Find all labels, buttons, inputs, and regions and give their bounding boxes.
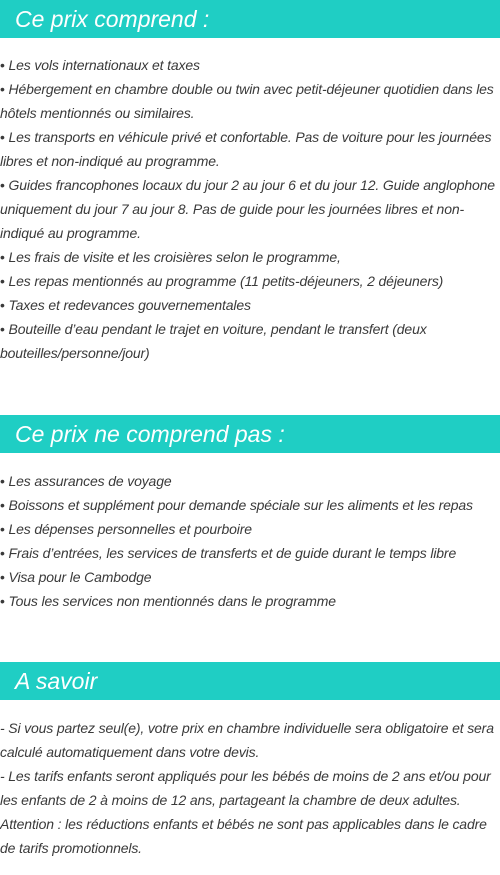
list-item-text: Bouteille d’eau pendant le trajet en voiture, pendant le transfert (deux bouteilles/personne/jour) <box>0 321 427 361</box>
list-item <box>0 317 500 365</box>
bullet-icon: • <box>0 321 5 337</box>
bullet-icon: • <box>0 249 5 265</box>
list-item-text: Les dépenses personnelles et pourboire <box>8 521 252 537</box>
list-item-text: Boissons et supplément pour demande spéciale sur les aliments et les repas <box>8 497 473 513</box>
price-excludes-section <box>0 415 500 613</box>
bullet-icon: • <box>0 473 5 489</box>
list-item <box>0 541 500 565</box>
price-excludes-list <box>0 469 500 613</box>
list-item <box>0 293 500 317</box>
bullet-icon: • <box>0 177 5 193</box>
note-item: - Si vous partez seul(e), votre prix en chambre individuelle sera obligatoire et sera calculé automatiquement dans votre devis. <box>0 720 494 760</box>
bullet-icon: • <box>0 297 5 313</box>
good-to-know-heading: A savoir <box>0 662 500 700</box>
bullet-icon: • <box>0 569 5 585</box>
bullet-icon: • <box>0 129 5 145</box>
list-item <box>0 517 500 541</box>
list-item-text: Guides francophones locaux du jour 2 au jour 6 et du jour 12. Guide anglophone uniquement du jour 7 au jour 8. Pas de guide pour les journées libres et non-indiqué au programme. <box>0 177 495 241</box>
list-item <box>0 173 500 245</box>
price-includes-list <box>0 53 500 365</box>
price-includes-heading: Ce prix comprend : <box>0 0 500 38</box>
bullet-icon: • <box>0 545 5 561</box>
bullet-icon: • <box>0 521 5 537</box>
list-item <box>0 469 500 493</box>
note-item: Attention : les réductions enfants et bébés ne sont pas applicables dans le cadre de tarifs promotionnels. <box>0 816 487 856</box>
list-item <box>0 493 500 517</box>
bullet-icon: • <box>0 57 5 73</box>
list-item <box>0 53 500 77</box>
list-item <box>0 269 500 293</box>
list-item-text: Les transports en véhicule privé et confortable. Pas de voiture pour les journées libres et non-indiqué au programme. <box>0 129 492 169</box>
bullet-icon: • <box>0 497 5 513</box>
price-includes-section <box>0 0 500 365</box>
list-item-text: Taxes et redevances gouvernementales <box>8 297 251 313</box>
bullet-icon: • <box>0 593 5 609</box>
list-item <box>0 245 500 269</box>
list-item-text: Les vols internationaux et taxes <box>8 57 200 73</box>
bullet-icon: • <box>0 273 5 289</box>
price-excludes-heading: Ce prix ne comprend pas : <box>0 415 500 453</box>
list-item <box>0 565 500 589</box>
list-item-text: Les assurances de voyage <box>8 473 172 489</box>
good-to-know-list <box>0 716 500 860</box>
good-to-know-section <box>0 662 500 860</box>
note-item: - Les tarifs enfants seront appliqués pour les bébés de moins de 2 ans et/ou pour les enfants de 2 à moins de 12 ans, partageant la chambre de deux adultes. <box>0 768 491 808</box>
bullet-icon: • <box>0 81 5 97</box>
list-item <box>0 589 500 613</box>
list-item <box>0 125 500 173</box>
list-item-text: Les frais de visite et les croisières selon le programme, <box>8 249 341 265</box>
list-item-text: Frais d’entrées, les services de transferts et de guide durant le temps libre <box>8 545 457 561</box>
list-item-text: Visa pour le Cambodge <box>8 569 152 585</box>
list-item <box>0 77 500 125</box>
list-item-text: Hébergement en chambre double ou twin avec petit-déjeuner quotidien dans les hôtels mentionnés ou similaires. <box>0 81 494 121</box>
list-item-text: Tous les services non mentionnés dans le programme <box>8 593 336 609</box>
list-item-text: Les repas mentionnés au programme (11 petits-déjeuners, 2 déjeuners) <box>8 273 444 289</box>
